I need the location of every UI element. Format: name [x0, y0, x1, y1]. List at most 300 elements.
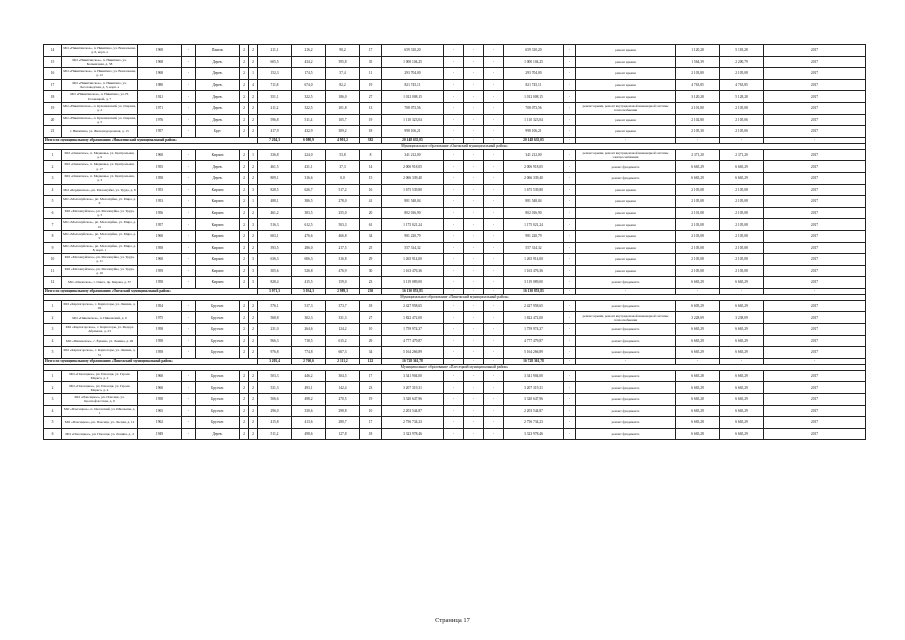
max-unit-cost-cell: 4 763,85 — [720, 79, 764, 91]
entrances-cell: 2 — [249, 405, 258, 417]
dash-cell: - — [444, 91, 464, 103]
private-area-cell: 298,8 — [326, 405, 360, 417]
floors-cell: 2 — [240, 56, 249, 68]
dash-cell: - — [464, 394, 484, 406]
year-built-cell: 1960 — [138, 382, 182, 394]
total-p2-cell: - — [720, 358, 764, 364]
dash-cell: - — [564, 196, 576, 208]
private-area-cell: 127,8 — [326, 428, 360, 440]
completion-year-cell: 2017 — [764, 428, 866, 440]
wall-material-cell: Брусчат. — [196, 300, 240, 312]
dash-cell: - — [444, 56, 464, 68]
residential-area-cell: 718,5 — [292, 335, 326, 347]
table-row — [44, 300, 866, 312]
total-cost-cell: 16 728 361,78 — [382, 358, 444, 364]
residents-cell: 27 — [360, 91, 382, 103]
year-built-cell: 1959 — [138, 265, 182, 277]
total-p2-cell: - — [720, 137, 764, 143]
table-row — [44, 417, 866, 429]
residential-area-cell: 476,6 — [292, 230, 326, 242]
total-area-cell: 415,8 — [258, 417, 292, 429]
dash-cell: - — [564, 149, 576, 161]
wall-material-cell: Брусчат. — [196, 382, 240, 394]
dash-cell: - — [182, 161, 196, 173]
entrances-cell: 2 — [249, 324, 258, 336]
table-row — [44, 265, 866, 277]
residential-area-cell: 413,6 — [292, 417, 326, 429]
unit-cost-cell: 2 103,08 — [676, 230, 720, 242]
completion-year-cell: 2017 — [764, 347, 866, 359]
dash-cell: - — [484, 428, 504, 440]
total-cost-cell: 341 212,00 — [382, 149, 444, 161]
entrances-cell: 2 — [249, 335, 258, 347]
dash-cell: - — [464, 114, 484, 126]
address-cell: МО «Плесецкое», рп. Плесецк, ул. Ленина, д. 4 — [62, 428, 138, 440]
completion-year-cell: 2017 — [764, 102, 866, 114]
dash-cell: - — [484, 277, 504, 289]
dash-cell: - — [484, 265, 504, 277]
unit-cost-cell: 6 665,28 — [676, 417, 720, 429]
dash-cell: - — [564, 428, 576, 440]
row-number: 5 — [44, 196, 62, 208]
row-number: 1 — [44, 370, 62, 382]
total-area-cell: 711,8 — [258, 79, 292, 91]
private-area-cell: 186,0 — [326, 91, 360, 103]
repair-type-cell: ремонт фундамента — [576, 417, 676, 429]
wall-material-cell: Дерев. — [196, 102, 240, 114]
residents-cell: 29 — [360, 254, 382, 266]
completion-year-cell: 2017 — [764, 114, 866, 126]
address-cell: МО «Плесецкое», рп. Плесецк, ул. Героев Маркса, д. 4 — [62, 382, 138, 394]
total-cost-cell: 981 220,79 — [382, 230, 444, 242]
dash-cell: - — [444, 417, 464, 429]
repair-type-cell: ремонт крыши — [576, 254, 676, 266]
private-area-cell: 373,7 — [326, 300, 360, 312]
private-area-cell: 57,4 — [326, 68, 360, 80]
dash-cell: - — [464, 335, 484, 347]
wall-material-cell: Кирпич — [196, 242, 240, 254]
total-area1-cell: 5 971,3 — [258, 288, 292, 294]
dash-cell: - — [564, 56, 576, 68]
total-cost-cell: 1 000 104,25 — [382, 56, 444, 68]
unit-cost-cell: 2 105,08 — [676, 265, 720, 277]
repair-type-cell: ремонт фундамента — [576, 405, 676, 417]
private-area-cell: 517,2 — [326, 184, 360, 196]
residents-cell: 29 — [360, 335, 382, 347]
total-area2-cell: 5 034,3 — [292, 288, 326, 294]
dash-cell: - — [484, 312, 504, 324]
residents-cell: 27 — [360, 312, 382, 324]
table-row — [44, 149, 866, 161]
residential-area-cell: 432,9 — [292, 126, 326, 138]
year-built-cell: 1956 — [138, 207, 182, 219]
repair-type-cell: ремонт крыши — [576, 45, 676, 57]
repair-type-cell: ремонт крыши — [576, 230, 676, 242]
max-unit-cost-cell: 2 105,08 — [720, 219, 764, 231]
dash-cell: - — [564, 347, 576, 359]
repair-type-cell: ремонт фундамента — [576, 347, 676, 359]
completion-year-cell: 2017 — [764, 254, 866, 266]
private-area-cell: 466,8 — [326, 230, 360, 242]
wall-material-cell: Кирпич — [196, 184, 240, 196]
table-row — [44, 347, 866, 359]
max-unit-cost-cell: 2 105,08 — [720, 68, 764, 80]
private-area-cell: 615,2 — [326, 335, 360, 347]
unit-cost-cell: 2 103,80 — [676, 68, 720, 80]
dash-cell: - — [484, 405, 504, 417]
floors-cell: 2 — [240, 242, 249, 254]
address-cell: МО «Никитинское», п. Никитино, ул. Вокзальная, д. 12 — [63, 69, 136, 78]
total-area-cell: 461,2 — [258, 207, 292, 219]
total-area-cell: 461,5 — [258, 161, 292, 173]
dash-cell: - — [182, 114, 196, 126]
year-built-cell: 1953 — [138, 184, 182, 196]
owners-cost-cell: 3 323 978,46 — [504, 428, 564, 440]
dash-cell: - — [464, 56, 484, 68]
entrances-cell: 2 — [249, 207, 258, 219]
total-cost-cell: 2 203 544,87 — [382, 405, 444, 417]
total-area-cell: 231,0 — [258, 324, 292, 336]
repair-type-cell: ремонт крыши, ремонт внутридомовой инженерной системы электроснабжения — [576, 149, 676, 161]
section-heading: Муниципальное образование «Онежский муниципальный район» — [44, 143, 866, 149]
floors-cell: 2 — [240, 184, 249, 196]
row-number: 18 — [44, 91, 62, 103]
dash-cell: - — [564, 382, 576, 394]
dash-cell: - — [182, 394, 196, 406]
private-area-cell: 476,9 — [326, 265, 360, 277]
dash-cell: - — [564, 172, 576, 184]
completion-year-cell: 2017 — [764, 45, 866, 57]
owners-cost-cell: 981 220,79 — [504, 230, 564, 242]
unit-cost-cell: 2 105,30 — [676, 126, 720, 138]
address-cell: МО «Онежское», п. Медвежье, ул. Центральная, д. 17 — [62, 161, 138, 173]
floors-cell: 2 — [240, 79, 249, 91]
table-row — [44, 126, 866, 138]
total-area3-cell: 2 111,2 — [326, 358, 360, 364]
total-cost-cell: 3 323 978,46 — [382, 428, 444, 440]
owners-cost-cell: 2 756 734,23 — [504, 417, 564, 429]
total-e2-cell: - — [464, 137, 484, 143]
dash-cell: - — [464, 68, 484, 80]
dash-cell: - — [444, 277, 464, 289]
year-built-cell: 1968 — [138, 68, 182, 80]
total-e2-cell: - — [464, 288, 484, 294]
owners-cost-cell: 1 000 104,25 — [504, 56, 564, 68]
wall-material-cell: Брусчат. — [196, 405, 240, 417]
dash-cell: - — [464, 324, 484, 336]
owners-cost-cell: 1 175 021,24 — [504, 219, 564, 231]
unit-cost-cell: 6 665,28 — [676, 370, 720, 382]
residential-area-cell: 606,3 — [292, 254, 326, 266]
dash-cell: - — [444, 324, 464, 336]
row-number: 3 — [44, 172, 62, 184]
private-area-cell: 255,0 — [326, 207, 360, 219]
table-row — [44, 277, 866, 289]
dash-cell: - — [564, 91, 576, 103]
owners-cost-cell: 2 427 958,65 — [504, 300, 564, 312]
dash-cell: - — [464, 91, 484, 103]
dash-cell: - — [444, 230, 464, 242]
private-area-cell: 667,3 — [326, 347, 360, 359]
completion-year-cell: 2017 — [764, 56, 866, 68]
year-built-cell: 1976 — [138, 114, 182, 126]
max-unit-cost-cell: 6 665,29 — [720, 347, 764, 359]
unit-cost-cell: 3 120,28 — [676, 91, 720, 103]
row-number: 12 — [44, 277, 62, 289]
total-area-cell: 809,1 — [258, 172, 292, 184]
wall-material-cell: Дерев. — [196, 161, 240, 173]
total-cost-cell: 1 759 974,37 — [382, 324, 444, 336]
table-row — [44, 79, 866, 91]
residents-cell: 13 — [360, 102, 382, 114]
unit-cost-cell: 6 665,29 — [676, 347, 720, 359]
table-row — [44, 230, 866, 242]
floors-cell: 2 — [240, 370, 249, 382]
residents-cell: 19 — [360, 394, 382, 406]
year-built-cell: 1958 — [138, 324, 182, 336]
repair-type-cell: ремонт фундамента — [576, 382, 676, 394]
year-built-cell: 1980 — [138, 79, 182, 91]
total-area1-cell: 3 205,4 — [258, 358, 292, 364]
total-cost-cell: 2 756 734,23 — [382, 417, 444, 429]
unit-cost-cell: 2 105,08 — [676, 254, 720, 266]
private-area-cell: 90,2 — [326, 45, 360, 57]
row-number: 10 — [44, 254, 62, 266]
dash-cell: - — [464, 300, 484, 312]
private-area-cell: 0,0 — [326, 172, 360, 184]
completion-year-cell: 2017 — [764, 230, 866, 242]
year-built-cell: 1975 — [138, 312, 182, 324]
dash-cell: - — [444, 126, 464, 138]
owners-cost-cell: 802 016,90 — [504, 207, 564, 219]
private-area-cell: 280,7 — [326, 417, 360, 429]
year-built-cell: 1958 — [138, 172, 182, 184]
total-area-cell: 506,6 — [258, 394, 292, 406]
total-year_end-cell: - — [764, 137, 866, 143]
floors-cell: 2 — [240, 394, 249, 406]
year-built-cell: 1960 — [138, 370, 182, 382]
total-area-cell: 966,3 — [258, 335, 292, 347]
owners-cost-cell: 881 548,04 — [504, 196, 564, 208]
wall-material-cell: Панель — [196, 45, 240, 57]
max-unit-cost-cell: 2 371,20 — [720, 149, 764, 161]
year-built-cell: 1960 — [138, 149, 182, 161]
dash-cell: - — [182, 254, 196, 266]
owners-cost-cell: 659 310,20 — [504, 45, 564, 57]
floors-cell: 2 — [240, 324, 249, 336]
private-area-cell: 124,2 — [326, 324, 360, 336]
total-e2-cell: - — [464, 358, 484, 364]
year-built-cell: 1921 — [138, 91, 182, 103]
floors-cell: 2 — [240, 405, 249, 417]
dash-cell: - — [444, 172, 464, 184]
row-number: 4 — [44, 405, 62, 417]
owners-cost-cell: 1 012 008,15 — [504, 91, 564, 103]
total-area-cell: 211,1 — [258, 45, 292, 57]
private-area-cell: 101,8 — [326, 102, 360, 114]
table-row — [44, 370, 866, 382]
dash-cell: - — [464, 254, 484, 266]
dash-cell: - — [182, 68, 196, 80]
residents-cell: 19 — [360, 114, 382, 126]
dash-cell: - — [564, 126, 576, 138]
repair-type-cell: ремонт крыши — [576, 219, 676, 231]
entrances-cell: 2 — [249, 242, 258, 254]
total-cost-cell: 881 548,04 — [382, 196, 444, 208]
table-row — [44, 91, 866, 103]
total-label: Итого по муниципальному образованию «Онежский муниципальный район» — [44, 288, 258, 294]
total-area2-cell: 2 760,6 — [292, 358, 326, 364]
dash-cell: - — [564, 288, 576, 294]
repair-type-cell: ремонт крыши — [576, 196, 676, 208]
floors-cell: 2 — [240, 149, 249, 161]
owners-cost-cell: 3 320 647,96 — [504, 394, 564, 406]
completion-year-cell: 2017 — [764, 277, 866, 289]
dash-cell: - — [484, 114, 504, 126]
total-cost-cell: 802 016,90 — [382, 207, 444, 219]
dash-cell: - — [182, 56, 196, 68]
wall-material-cell: Кирпич — [196, 207, 240, 219]
dash-cell: - — [182, 370, 196, 382]
dash-cell: - — [484, 370, 504, 382]
completion-year-cell: 2017 — [764, 312, 866, 324]
residents-cell: 18 — [360, 126, 382, 138]
completion-year-cell: 2017 — [764, 370, 866, 382]
row-number: 3 — [44, 394, 62, 406]
max-unit-cost-cell: 2 105,08 — [720, 254, 764, 266]
completion-year-cell: 2017 — [764, 417, 866, 429]
max-unit-cost-cell: 3 238,09 — [720, 312, 764, 324]
residents-cell: 20 — [360, 207, 382, 219]
total-area3-cell: 4 901,2 — [326, 137, 360, 143]
residents-cell: 18 — [360, 428, 382, 440]
dash-cell: - — [182, 417, 196, 429]
year-built-cell: 1958 — [138, 394, 182, 406]
completion-year-cell: 2017 — [764, 91, 866, 103]
dash-cell: - — [444, 149, 464, 161]
dash-cell: - — [564, 161, 576, 173]
table-row — [44, 102, 866, 114]
wall-material-cell: Кирпич — [196, 149, 240, 161]
unit-cost-cell: 2 105,08 — [676, 184, 720, 196]
year-built-cell: 1949 — [138, 428, 182, 440]
unit-cost-cell: 2 371,20 — [676, 149, 720, 161]
completion-year-cell: 2017 — [764, 219, 866, 231]
floors-cell: 2 — [240, 312, 249, 324]
unit-cost-cell: 6 665,29 — [676, 335, 720, 347]
dash-cell: - — [564, 79, 576, 91]
total-repair-cell: - — [576, 358, 676, 364]
entrances-cell: 2 — [249, 382, 258, 394]
owners-cost-cell: 998 106,21 — [504, 126, 564, 138]
total-cost-cell: 1 163 476,36 — [382, 265, 444, 277]
total-area-cell: 503,3 — [258, 370, 292, 382]
floors-cell: 2 — [240, 68, 249, 80]
address-cell: МО «Никитинское», п. Кулешовский, ул. Озерная, д. 2 — [63, 104, 136, 113]
address-cell: МО «Онежское», г. Онега, пр. Кирова, д. 37 — [62, 277, 138, 289]
total-cost-cell: 3 320 647,96 — [382, 394, 444, 406]
completion-year-cell: 2017 — [764, 196, 866, 208]
owners-cost-cell: 2 066 339,40 — [504, 172, 564, 184]
entrances-cell: 2 — [249, 114, 258, 126]
address-cell: МО «Плесецкое», рп. Плесецк, ул. Краснофлотская, д. 9 — [62, 394, 138, 406]
wall-material-cell: Дерев. — [196, 428, 240, 440]
table-row — [44, 382, 866, 394]
row-number: 20 — [44, 114, 62, 126]
dash-cell: - — [564, 184, 576, 196]
residents-cell: 17 — [360, 370, 382, 382]
dash-cell: - — [444, 184, 464, 196]
total-e1-cell: - — [444, 358, 464, 364]
entrances-cell: 3 — [249, 265, 258, 277]
row-number: 9 — [44, 242, 62, 254]
floors-cell: 2 — [240, 254, 249, 266]
entrances-cell: 1 — [249, 196, 258, 208]
dash-cell: - — [484, 126, 504, 138]
entrances-cell: 3 — [249, 254, 258, 266]
owners-cost-cell: 293 704,00 — [504, 68, 564, 80]
total-area-cell: 488,1 — [258, 196, 292, 208]
unit-cost-cell: 6 665,29 — [676, 161, 720, 173]
entrances-cell: 3 — [249, 219, 258, 231]
residential-area-cell: 626,7 — [292, 184, 326, 196]
owners-cost-cell: 1 265 914,00 — [504, 254, 564, 266]
wall-material-cell: Кирпич — [196, 230, 240, 242]
private-area-cell: 309,2 — [326, 126, 360, 138]
max-unit-cost-cell: 6 665,29 — [720, 277, 764, 289]
max-unit-cost-cell: 2 105,08 — [720, 184, 764, 196]
total-residents-cell: 122 — [360, 358, 382, 364]
residents-cell: 34 — [360, 230, 382, 242]
address-cell: МО «Пинежское», с. Ёркино, ул. Ленина, д. 49 — [62, 335, 138, 347]
residential-area-cell: 330,6 — [292, 405, 326, 417]
address-cell: МО «Бердинское», рп. Малошуйка, ул. Труда, д. 8 — [62, 184, 138, 196]
max-unit-cost-cell: 2 105,08 — [720, 196, 764, 208]
housing-repair-register-table — [43, 44, 866, 440]
table-row — [44, 207, 866, 219]
total-p2-cell: - — [720, 288, 764, 294]
total-area-cell: 596,8 — [258, 114, 292, 126]
entrances-cell: 3 — [249, 277, 258, 289]
row-number: 15 — [44, 56, 62, 68]
residential-area-cell: 517,3 — [292, 300, 326, 312]
dash-cell: - — [464, 102, 484, 114]
dash-cell: - — [464, 405, 484, 417]
year-built-cell: 1957 — [138, 219, 182, 231]
repair-type-cell: ремонт крыши — [576, 207, 676, 219]
entrances-cell: 2 — [249, 394, 258, 406]
completion-year-cell: 2017 — [764, 300, 866, 312]
wall-material-cell: Дерев. — [196, 68, 240, 80]
dash-cell: - — [564, 394, 576, 406]
repair-type-cell: ремонт крыши — [576, 79, 676, 91]
total-cost-cell: 4 777 479,87 — [382, 335, 444, 347]
repair-type-cell: ремонт крыши — [576, 242, 676, 254]
owners-cost-cell: 2 203 544,87 — [504, 405, 564, 417]
entrances-cell: 1 — [249, 68, 258, 80]
total-e1-cell: - — [444, 137, 464, 143]
private-area-cell: 37,3 — [326, 161, 360, 173]
dash-cell: - — [564, 358, 576, 364]
max-unit-cost-cell: 6 665,29 — [720, 370, 764, 382]
repair-type-cell: ремонт крыши — [576, 68, 676, 80]
dash-cell: - — [484, 79, 504, 91]
unit-cost-cell: 2 102,80 — [676, 114, 720, 126]
residential-area-cell: 498,2 — [292, 394, 326, 406]
residents-cell: 35 — [360, 56, 382, 68]
entrances-cell: 2 — [249, 300, 258, 312]
year-built-cell: 1958 — [138, 277, 182, 289]
